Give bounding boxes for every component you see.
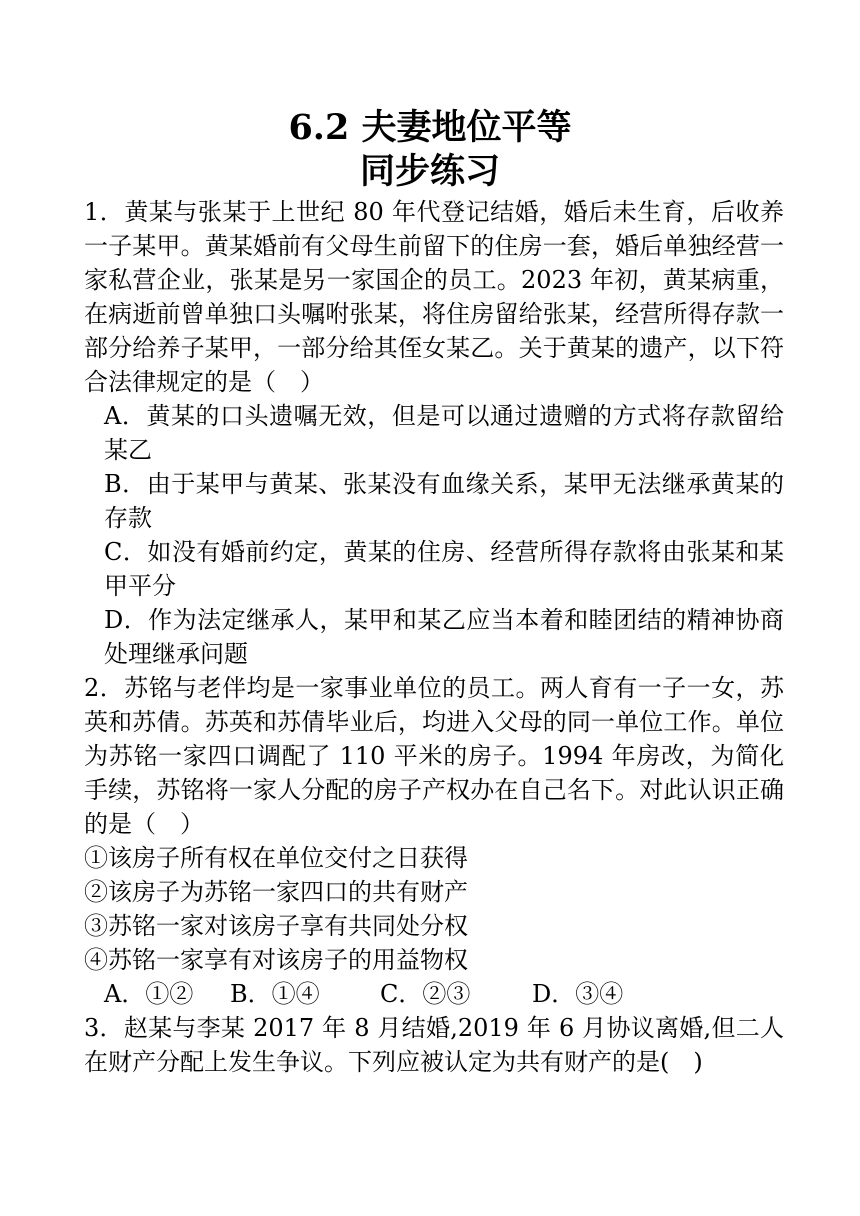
- document-title: 6.2 夫妻地位平等: [288, 107, 572, 148]
- question-2-statement-1: ①该房子所有权在单位交付之日获得: [84, 844, 468, 872]
- question-2-statement-2: ②该房子为苏铭一家四口的共有财产: [84, 878, 468, 906]
- question-1-stem: 1．黄某与张某于上世纪 80 年代登记结婚，婚后未生育，后收养一子某甲。黄某婚前有父母生前留下的住房一套，婚后单独经营一家私营企业，张某是另一家国企的员工。2023 年初，黄某病重，在病逝前曾单独口头嘱咐张某，将住房留给张某，经营所得存款一部分给养子某甲，一部分给其侄女某乙。关于黄某的遗产，以下符合法律规定的是（ ）: [84, 198, 784, 396]
- question-2: [84, 671, 784, 1011]
- question-2-option-c: C．②③: [380, 980, 471, 1008]
- question-2-option-b: B．①④: [230, 980, 320, 1008]
- question-2-option-d: D．③④: [532, 980, 624, 1008]
- question-1-option-c: C．如没有婚前约定，黄某的住房、经营所得存款将由张某和某甲平分: [104, 538, 784, 600]
- question-2-option-a: A．①②: [104, 980, 194, 1008]
- question-1: [84, 195, 784, 671]
- question-2-options: [84, 977, 784, 1011]
- question-1-option-a: A．黄某的口头遗嘱无效，但是可以通过遗赠的方式将存款留给某乙: [104, 402, 784, 464]
- question-list: [84, 195, 784, 1079]
- question-1-option-d: D．作为法定继承人，某甲和某乙应当本着和睦团结的精神协商处理继承问题: [104, 606, 784, 668]
- question-2-statement-3: ③苏铭一家对该房子享有共同处分权: [84, 912, 468, 940]
- question-2-stem: 2．苏铭与老伴均是一家事业单位的员工。两人育有一子一女，苏英和苏倩。苏英和苏倩毕业后，均进入父母的同一单位工作。单位为苏铭一家四口调配了 110 平米的房子。1994 年房改，为简化手续，苏铭将一家人分配的房子产权办在自己名下。对此认识正确的是（ ）: [84, 674, 784, 838]
- question-1-option-b: B．由于某甲与黄某、张某没有血缘关系，某甲无法继承黄某的存款: [104, 470, 784, 532]
- question-3: [84, 1011, 784, 1079]
- document-subtitle: 同步练习: [359, 151, 500, 192]
- question-2-statement-4: ④苏铭一家享有对该房子的用益物权: [84, 946, 468, 974]
- question-3-stem: 3．赵某与李某 2017 年 8 月结婚,2019 年 6 月协议离婚,但二人在财产分配上发生争议。下列应被认定为共有财产的是( ): [84, 1014, 784, 1076]
